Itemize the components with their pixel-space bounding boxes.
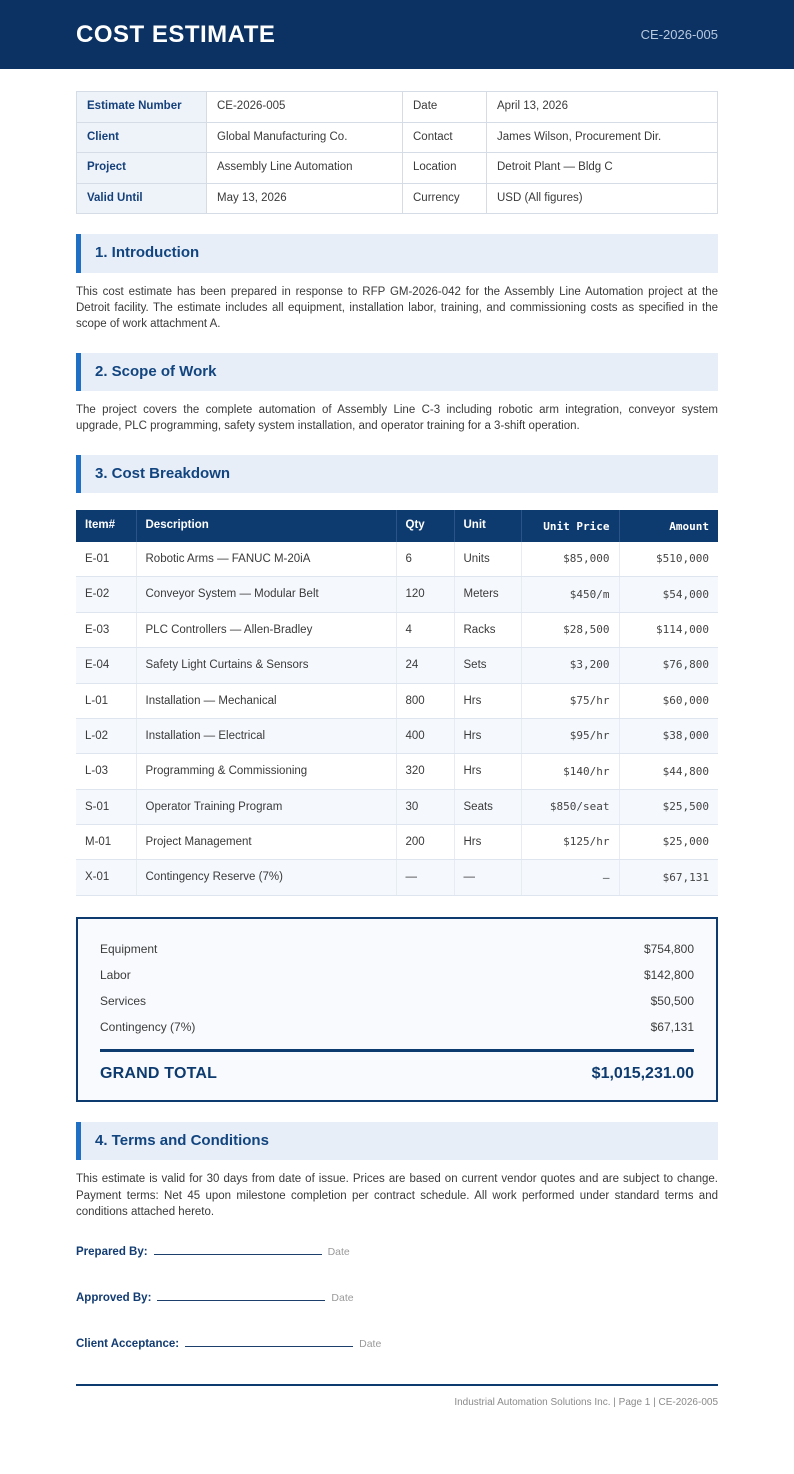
cell-amount: $76,800 [619, 648, 718, 683]
cell-description: Contingency Reserve (7%) [136, 860, 396, 895]
meta-value-valid-until: May 13, 2026 [207, 183, 403, 214]
cell-amount: $25,000 [619, 825, 718, 860]
cell-unit-price: $125/hr [521, 825, 619, 860]
meta-label-project: Project [77, 153, 207, 184]
total-row-labor [100, 962, 694, 988]
column-header-unit: Unit [454, 510, 521, 542]
table-row [76, 542, 718, 577]
cell-amount: $67,131 [619, 860, 718, 895]
section-text-terms-and-conditions: This estimate is valid for 30 days from date of issue. Prices are based on current vendor quotes and are subject to change. Payment terms: Net 45 upon milestone completion per contract schedule. All work performed under standard terms and conditions attached hereto. [76, 1173, 718, 1218]
cost-breakdown-table [76, 510, 718, 896]
cell-unit: — [454, 860, 521, 895]
grand-total-label: GRAND TOTAL [100, 1064, 218, 1082]
section-title-terms-and-conditions: 4. Terms and Conditions [95, 1131, 269, 1149]
column-header-description: Description [136, 510, 396, 542]
cell-qty: 4 [396, 612, 454, 647]
cell-description: Installation — Electrical [136, 718, 396, 753]
cell-item: E-02 [76, 577, 136, 612]
document-header [0, 0, 794, 69]
cell-qty: 320 [396, 754, 454, 789]
cell-qty: 400 [396, 718, 454, 753]
cell-item: L-02 [76, 718, 136, 753]
column-header-item: Item# [76, 510, 136, 542]
section-header-scope-of-work [76, 353, 718, 392]
cell-qty: 24 [396, 648, 454, 683]
signature-block [76, 1246, 718, 1350]
signature-line-approved-by[interactable] [157, 1300, 325, 1301]
column-header-unit-price: Unit Price [521, 510, 619, 542]
cell-description: Conveyor System — Modular Belt [136, 577, 396, 612]
table-row [76, 825, 718, 860]
cell-unit: Racks [454, 612, 521, 647]
signature-row-approved-by [76, 1292, 718, 1304]
cell-qty: 800 [396, 683, 454, 718]
section-header-introduction [76, 234, 718, 273]
signature-label-client-acceptance: Client Acceptance: [76, 1338, 180, 1351]
table-row [76, 648, 718, 683]
page-body [0, 91, 794, 1408]
cell-description: Robotic Arms — FANUC M-20iA [136, 542, 396, 577]
meta-value-project: Assembly Line Automation [207, 153, 403, 184]
grand-total-value: $1,015,231.00 [591, 1064, 694, 1082]
cell-item: L-03 [76, 754, 136, 789]
cell-description: Programming & Commissioning [136, 754, 396, 789]
signature-label-approved-by: Approved By: [76, 1292, 152, 1305]
total-label-contingency: Contingency (7%) [100, 1019, 196, 1034]
table-row [77, 183, 718, 214]
meta-label-location: Location [403, 153, 487, 184]
total-label-labor: Labor [100, 967, 131, 982]
cell-item: X-01 [76, 860, 136, 895]
cell-amount: $44,800 [619, 754, 718, 789]
cell-unit-price: $95/hr [521, 718, 619, 753]
cell-amount: $38,000 [619, 718, 718, 753]
cell-qty: 30 [396, 789, 454, 824]
cell-item: S-01 [76, 789, 136, 824]
table-row [76, 683, 718, 718]
cell-qty: 200 [396, 825, 454, 860]
section-text-introduction: This cost estimate has been prepared in response to RFP GM-2026-042 for the Assembly Line Automation project at the Detroit facility. The estimate includes all equipment, installation labor, training, and commissioning costs as specified in the scope of work attachment A. [76, 285, 718, 331]
cell-unit: Sets [454, 648, 521, 683]
table-row [77, 153, 718, 184]
cell-amount: $54,000 [619, 577, 718, 612]
section-header-terms-and-conditions [76, 1122, 718, 1161]
table-row [76, 718, 718, 753]
meta-label-valid-until: Valid Until [77, 183, 207, 214]
table-row [76, 860, 718, 895]
cell-qty: 6 [396, 542, 454, 577]
section-title-cost-breakdown: 3. Cost Breakdown [95, 464, 231, 482]
total-row-equipment [100, 936, 694, 962]
cell-unit-price: $3,200 [521, 648, 619, 683]
cell-unit: Meters [454, 577, 521, 612]
meta-value-estimate-number: CE-2026-005 [207, 92, 403, 123]
table-header-row [76, 510, 718, 542]
cell-unit-price: $85,000 [521, 542, 619, 577]
section-title-scope-of-work: 2. Scope of Work [95, 362, 217, 380]
cell-unit: Hrs [454, 683, 521, 718]
cell-item: E-03 [76, 612, 136, 647]
signature-row-prepared-by [76, 1246, 718, 1258]
meta-label-date: Date [403, 92, 487, 123]
table-row [76, 612, 718, 647]
cell-unit-price: – [521, 860, 619, 895]
meta-value-currency: USD (All figures) [487, 183, 718, 214]
totals-summary-box [76, 917, 718, 1102]
estimate-meta-table [76, 91, 718, 214]
table-row [77, 92, 718, 123]
meta-table-body [77, 92, 718, 214]
cell-item: L-01 [76, 683, 136, 718]
cell-item: E-04 [76, 648, 136, 683]
meta-value-date: April 13, 2026 [487, 92, 718, 123]
total-value-equipment: $754,800 [643, 941, 694, 956]
cell-amount: $60,000 [619, 683, 718, 718]
meta-value-contact: James Wilson, Procurement Dir. [487, 122, 718, 153]
cell-unit-price: $75/hr [521, 683, 619, 718]
total-row-contingency [100, 1014, 694, 1040]
cell-unit-price: $140/hr [521, 754, 619, 789]
cell-unit-price: $850/seat [521, 789, 619, 824]
total-label-services: Services [100, 993, 147, 1008]
cell-item: E-01 [76, 542, 136, 577]
meta-label-client: Client [77, 122, 207, 153]
total-value-labor: $142,800 [643, 967, 694, 982]
signature-row-client-acceptance [76, 1338, 718, 1350]
table-row [77, 122, 718, 153]
cell-unit: Hrs [454, 825, 521, 860]
cost-table-body [76, 542, 718, 895]
cell-description: PLC Controllers — Allen-Bradley [136, 612, 396, 647]
cell-unit: Units [454, 542, 521, 577]
total-value-services: $50,500 [650, 993, 694, 1008]
column-header-amount: Amount [619, 510, 718, 542]
cell-unit-price: $450/m [521, 577, 619, 612]
cell-unit: Seats [454, 789, 521, 824]
signature-line-prepared-by[interactable] [154, 1254, 322, 1255]
table-row [76, 754, 718, 789]
signature-date-label-approved-by: Date [331, 1292, 354, 1305]
cell-amount: $510,000 [619, 542, 718, 577]
total-value-contingency: $67,131 [650, 1019, 694, 1034]
meta-label-contact: Contact [403, 122, 487, 153]
footer-text: Industrial Automation Solutions Inc. | Page 1 | CE-2026-005 [454, 1397, 718, 1409]
grand-total-row [100, 1052, 694, 1085]
total-row-services [100, 988, 694, 1014]
document-footer [76, 1384, 718, 1408]
table-row [76, 789, 718, 824]
column-header-qty: Qty [396, 510, 454, 542]
signature-date-label-prepared-by: Date [327, 1246, 350, 1259]
cell-description: Safety Light Curtains & Sensors [136, 648, 396, 683]
cell-description: Installation — Mechanical [136, 683, 396, 718]
page-title: COST ESTIMATE [76, 20, 276, 48]
meta-label-estimate-number: Estimate Number [77, 92, 207, 123]
signature-label-prepared-by: Prepared By: [76, 1246, 148, 1259]
cell-unit: Hrs [454, 718, 521, 753]
section-title-introduction: 1. Introduction [95, 244, 200, 262]
total-label-equipment: Equipment [100, 941, 158, 956]
cell-item: M-01 [76, 825, 136, 860]
cell-amount: $25,500 [619, 789, 718, 824]
section-header-cost-breakdown [76, 455, 718, 494]
cost-table-head [76, 510, 718, 542]
header-document-number: CE-2026-005 [640, 27, 718, 42]
cell-qty: — [396, 860, 454, 895]
table-row [76, 577, 718, 612]
cell-description: Project Management [136, 825, 396, 860]
section-text-scope-of-work: The project covers the complete automation of Assembly Line C-3 including robotic arm integration, conveyor system upgrade, PLC programming, safety system installation, and operator training for a 3-shift operation. [76, 404, 718, 433]
signature-date-label-client-acceptance: Date [359, 1338, 382, 1351]
cell-unit: Hrs [454, 754, 521, 789]
cell-qty: 120 [396, 577, 454, 612]
signature-line-client-acceptance[interactable] [185, 1346, 353, 1347]
cell-unit-price: $28,500 [521, 612, 619, 647]
cell-amount: $114,000 [619, 612, 718, 647]
cell-description: Operator Training Program [136, 789, 396, 824]
meta-label-currency: Currency [403, 183, 487, 214]
meta-value-location: Detroit Plant — Bldg C [487, 153, 718, 184]
meta-value-client: Global Manufacturing Co. [207, 122, 403, 153]
